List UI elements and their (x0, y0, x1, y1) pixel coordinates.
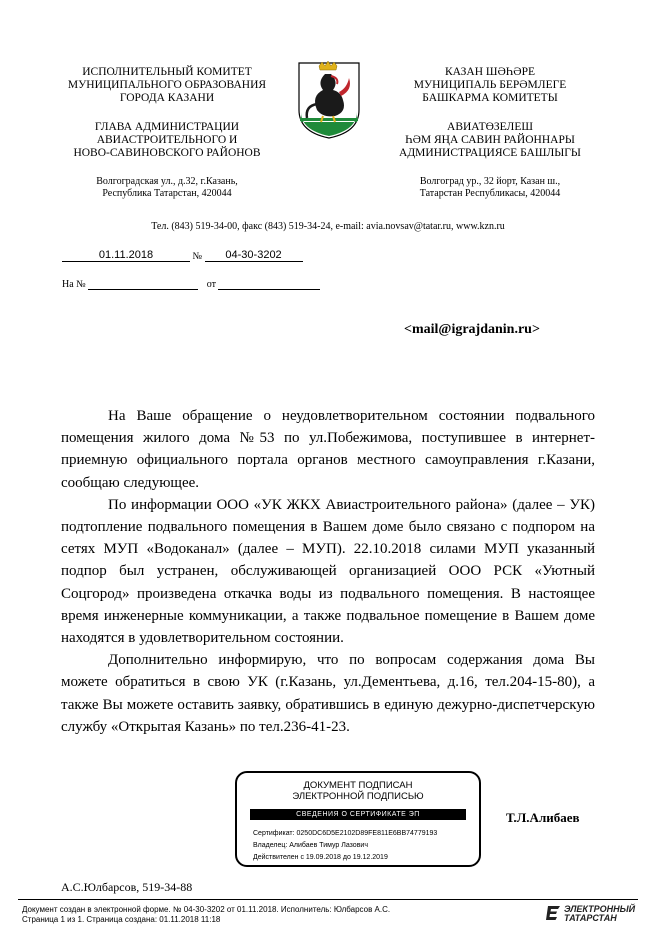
executor-line: А.С.Юлбарсов, 519-34-88 (61, 880, 193, 894)
incoming-label: На № (62, 279, 86, 290)
stamp-bar: СВЕДЕНИЯ О СЕРТИФИКАТЕ ЭП (250, 809, 466, 820)
header-right-address-line: Волгоград ур., 32 йорт, Казан ш., (419, 176, 561, 187)
electronic-tatarstan-logo-text (564, 905, 635, 923)
incoming-date-field (218, 277, 320, 290)
logo-line: ТАТАРСТАН (564, 913, 617, 923)
header-left-org-line: МУНИЦИПАЛЬНОГО ОБРАЗОВАНИЯ (67, 79, 267, 91)
stamp-title-line: ДОКУМЕНТ ПОДПИСАН (303, 780, 413, 791)
footer-divider (18, 899, 638, 900)
logo-line: ЭЛЕКТРОННЫЙ (564, 904, 636, 914)
electronic-tatarstan-logo-icon (544, 904, 562, 922)
header-right-head-line: ҺӘМ ЯҢА САВИН РАЙОННАРЫ (405, 134, 575, 146)
paragraph: На Ваше обращение о неудовлетворительном состоянии подвального помещения жилого дома №53 по ул.Побежимова, поступившее в интернет-приемную официального портала органов местного самоуправления г.Казани, сообщаю следующее. (61, 408, 595, 491)
header-right-head (363, 121, 617, 160)
kazan-coat-of-arms-icon (295, 60, 363, 140)
footer-line: Документ создан в электронной форме. № 04-30-3202 от 01.11.2018. Исполнитель: Юлбарсов А.С. (22, 905, 391, 914)
header-left-head-line: АВИАСТРОИТЕЛЬНОГО И (96, 134, 238, 146)
stamp-owner: Владелец: Алибаев Тимур Лазович (253, 842, 368, 849)
stamp-title-line: ЭЛЕКТРОННОЙ ПОДПИСЬЮ (292, 791, 424, 802)
stamp-valid: Действителен с 19.09.2018 до 19.12.2019 (253, 854, 388, 861)
footer-line: Страница 1 из 1. Страница создана: 01.11.2018 11:18 (22, 915, 221, 924)
stamp-certificate: Сертификат: 0250DC6D5E2102D89FE811E6BB74779193 (253, 830, 438, 837)
header-left-address (40, 176, 294, 200)
header-left-address-line: Волгоградская ул., д.32, г.Казань, (96, 176, 238, 187)
from-label: от (206, 279, 216, 290)
registration-number-sign: № (192, 251, 203, 262)
header-left-head-line: НОВО-САВИНОВСКОГО РАЙОНОВ (73, 147, 261, 159)
header-left-address-line: Республика Татарстан, 420044 (102, 188, 232, 199)
signatory-name: Т.Л.Алибаев (506, 810, 580, 825)
registration-date-line (62, 249, 303, 262)
header-left-org (40, 66, 294, 105)
paragraph: По информации ООО «УК ЖКХ Авиастроительного района» (далее – УК) подтопление подвального помещения в Вашем доме было связано с подпором на сетях МУП «Водоканал» (далее – МУП). 22.10.2018 силами МУП указанный подпор был устранен, обслуживающей организацией ООО РСК «Уютный Соцгород» произведена откачка воды из подвального помещения. В настоящее время инженерные коммуникации, а также подвальное помещение в Вашем доме находятся в удовлетворительном состоянии. (61, 496, 595, 647)
header-left-org-line: ИСПОЛНИТЕЛЬНЫЙ КОМИТЕТ (82, 66, 252, 78)
header-right-head-line: АВИАТӨЗЕЛЕШ (447, 121, 533, 133)
electronic-signature-stamp (235, 771, 481, 867)
paragraph: Дополнительно информирую, что по вопросам содержания дома Вы можете обратиться в свою УК (г.Казань, ул.Дементьева, д.16, тел.204-15-80), а также Вы можете оставить заявку, обратившись в единую дежурно-диспетчерскую службу «Открытая Казань» по тел.236-41-23. (61, 652, 595, 735)
header-left-head (40, 121, 294, 160)
header-right-org-line: МУНИЦИПАЛЬ БЕРӘМЛЕГЕ (413, 79, 567, 91)
header-right-address-line: Татарстан Республикасы, 420044 (419, 188, 561, 199)
stamp-title (237, 780, 479, 802)
contacts-line: Тел. (843) 519-34-00, факс (843) 519-34-24, e-mail: avia.novsav@tatar.ru, www.kzn.ru (151, 221, 505, 232)
footer-text (22, 905, 390, 925)
header-left-head-line: ГЛАВА АДМИНИСТРАЦИИ (94, 121, 240, 133)
header-right-org-line: БАШКАРМА КОМИТЕТЫ (422, 92, 558, 104)
header-left-org-line: ГОРОДА КАЗАНИ (119, 92, 215, 104)
recipient-email: <mail@igrajdanin.ru> (404, 322, 540, 337)
letter-body (61, 405, 595, 738)
header-right-head-line: АДМИНИСТРАЦИЯСЕ БАШЛЫГЫ (399, 147, 581, 159)
registration-date: 01.11.2018 (62, 249, 190, 262)
registration-number: 04-30-3202 (205, 249, 303, 262)
incoming-line (62, 277, 320, 290)
header-right-org-line: КАЗАН ШӘҺӘРЕ (444, 66, 536, 78)
header-right-address (363, 176, 617, 200)
header-right-org (363, 66, 617, 105)
incoming-number-field (88, 277, 198, 290)
